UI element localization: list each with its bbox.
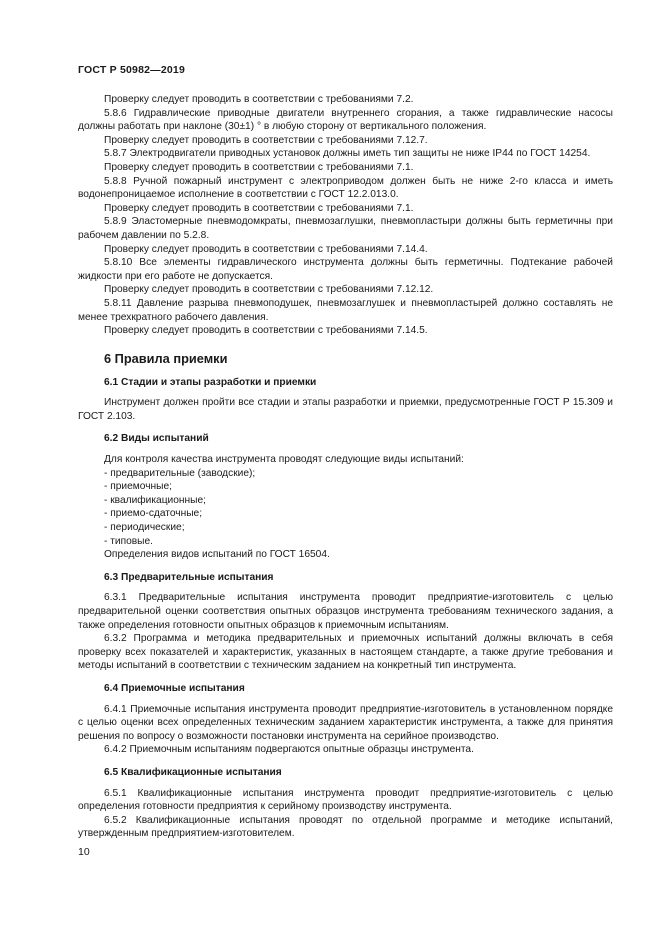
list-item: - периодические;	[104, 522, 185, 534]
paragraph: 5.8.11 Давление разрыва пневмоподушек, пневмозаглушек и пневмопластырей должно составлять не менее трехкратного рабочего давления.	[78, 297, 613, 323]
paragraph: Инструмент должен пройти все стадии и этапы разработки и приемки, предусмотренные ГОСТ Р 15.309 и ГОСТ 2.103.	[78, 397, 613, 422]
paragraph: 5.8.9 Эластомерные пневмодомкраты, пневмозаглушки, пневмопластыри должны быть герметичны при рабочем давлении по 5.2.8.	[78, 216, 613, 241]
paragraph: Проверку следует проводить в соответствии с требованиями 7.1.	[104, 161, 414, 173]
page-number: 10	[78, 846, 90, 858]
subsection-heading: 6.4 Приемочные испытания	[104, 682, 245, 694]
list-item: - типовые.	[104, 535, 153, 547]
section-heading: 6 Правила приемки	[104, 350, 228, 366]
list-item: - приемочные;	[104, 481, 172, 493]
paragraph: 5.8.6 Гидравлические приводные двигатели внутреннего сгорания, а также гидравлические насосы должны работать при наклоне (30±1) ° в любую сторону от вертикального положения.	[78, 107, 613, 133]
page-content	[78, 93, 613, 841]
paragraph: 5.8.10 Все элементы гидравлического инструмента должны быть герметичны. Подтекание рабочей жидкости при его работе не допускается.	[78, 257, 613, 282]
subsection-heading: 6.2 Виды испытаний	[104, 433, 209, 445]
test-types-list	[78, 467, 613, 549]
paragraph: Проверку следует проводить в соответствии с требованиями 7.1.	[104, 202, 414, 214]
list-item: - приемо-сдаточные;	[104, 508, 203, 520]
paragraph: Проверку следует проводить в соответствии с требованиями 7.12.7.	[104, 134, 428, 146]
paragraph: Определения видов испытаний по ГОСТ 16504.	[104, 549, 330, 561]
paragraph: 6.4.1 Приемочные испытания инструмента проводит предприятие-изготовитель в установленном порядке с целью оценки всех определенных техническим заданием характеристик инструмента, а также для принятия решения по вопросу о возможности постановки инструмента на серийное производство.	[78, 703, 613, 742]
paragraph: Проверку следует проводить в соответствии с требованиями 7.14.5.	[104, 325, 428, 337]
document-header: ГОСТ Р 50982—2019	[78, 64, 186, 76]
subsection-heading: 6.1 Стадии и этапы разработки и приемки	[104, 376, 317, 388]
paragraph: 6.5.1 Квалификационные испытания инструмента проводит предприятие-изготовитель с целью определения готовности предприятия к серийному производству инструмента.	[78, 787, 613, 813]
list-item: - квалификационные;	[104, 494, 206, 506]
paragraph: 6.3.1 Предварительные испытания инструмента проводит предприятие-изготовитель с целью предварительной оценки соответствия опытных образцов инструмента требованиям технического задания, а также определения готовности опытных образцов к приемочным испытаниям.	[78, 592, 613, 631]
paragraph: 6.5.2 Квалификационные испытания проводят по отдельной программе и методике испытаний, утвержденным предприятием-изготовителем.	[78, 814, 613, 840]
paragraph: 6.3.2 Программа и методика предварительных и приемочных испытаний должны включать в себя проверку всех показателей и характеристик, указанных в настоящем стандарте, а также другие требования и методы испытаний в соответствии с техническим заданием на конкретный тип инструмента.	[78, 633, 613, 672]
paragraph: 5.8.7 Электродвигатели приводных установок должны иметь тип защиты не ниже IP44 по ГОСТ 14254.	[104, 148, 591, 160]
paragraph: Проверку следует проводить в соответствии с требованиями 7.14.4.	[104, 243, 428, 255]
paragraph: Проверку следует проводить в соответствии с требованиями 7.12.12.	[104, 284, 434, 296]
subsection-heading: 6.5 Квалификационные испытания	[104, 766, 282, 778]
paragraph: Для контроля качества инструмента проводят следующие виды испытаний:	[104, 454, 464, 466]
paragraph: Проверку следует проводить в соответствии с требованиями 7.2.	[104, 94, 414, 105]
subsection-heading: 6.3 Предварительные испытания	[104, 571, 274, 583]
paragraph: 5.8.8 Ручной пожарный инструмент с электроприводом должен быть не ниже 2-го класса и иметь водонепроницаемое исполнение в соответствии с ГОСТ 12.2.013.0.	[78, 175, 613, 201]
list-item: - предварительные (заводские);	[104, 467, 256, 479]
paragraph: 6.4.2 Приемочным испытаниям подвергаются опытные образцы инструмента.	[104, 744, 474, 756]
